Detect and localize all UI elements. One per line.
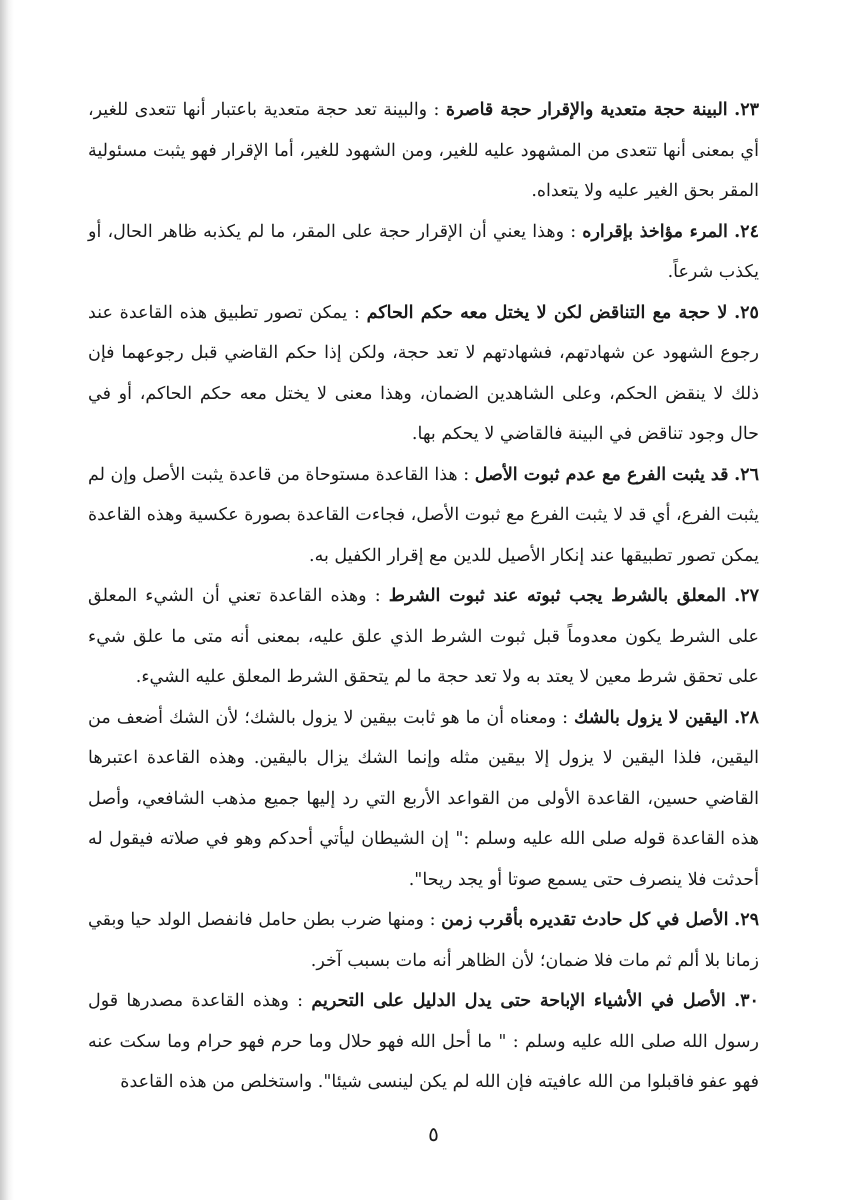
item-heading: اليقين لا يزول بالشك	[573, 707, 729, 728]
list-item	[88, 576, 759, 698]
list-item	[88, 212, 759, 293]
list-item	[88, 293, 759, 455]
item-number: ٢٩.	[734, 910, 759, 930]
item-body: : يمكن تصور تطبيق هذه القاعدة عند رجوع الشهود عن شهادتهم، فشهادتهم لا تعد حجة، ولكن إذا حكم القاضي قبل رجوعهما فإن ذلك لا ينقض الحكم، وعلى الشاهدين الضمان، وهذا معنى لا يختل معه حكم الحاكم، أو في حال وجود تناقض في البينة فالقاضي لا يحكم بها.	[88, 302, 759, 444]
list-item	[88, 698, 759, 901]
list-item	[88, 455, 759, 577]
item-body: : ومعناه أن ما هو ثابت بيقين لا يزول بالشك؛ لأن الشك أضعف من اليقين، فلذا اليقين لا يزول إلا بيقين مثله وإنما الشك يزال باليقين. وهذه القاعدة اعتبرها القاضي حسين، القاعدة الأولى من القواعد الأربع التي رد إليها جميع مذهب الشافعي، وأصل هذه القاعدة قوله صلى الله عليه وسلم :" إن الشيطان ليأتي أحدكم وهو في صلاته فيقول له أحدثت فلا ينصرف حتى يسمع صوتا أو يجد ريحا".	[88, 707, 759, 890]
item-number: ٢٣.	[734, 100, 759, 120]
item-heading: المرء مؤاخذ بإقراره	[582, 221, 728, 242]
item-number: ٢٤.	[734, 221, 759, 242]
item-body: : هذا القاعدة مستوحاة من قاعدة يثبت الأصل وإن لم يثبت الفرع، أي قد لا يثبت الفرع مع ثبوت الأصل، فجاءت القاعدة بصورة عكسية وهذه القاعدة يمكن تصور تطبيقها عند إنكار الأصيل للدين مع إقرار الكفيل به.	[88, 464, 759, 566]
item-heading: الأصل في الأشياء الإباحة حتى يدل الدليل على التحريم	[311, 991, 726, 1011]
item-body: : والبينة تعد حجة متعدية باعتبار أنها تتعدى للغير، أي بمعنى أنها تتعدى من المشهود عليه للغير، ومن الشهود للغير، أما الإقرار فهو يثبت مسئولية المقر بحق الغير عليه ولا يتعداه.	[88, 100, 759, 201]
item-body: : وهذه القاعدة مصدرها قول رسول الله صلى الله عليه وسلم : " ما أحل الله فهو حلال وما حرم فهو حرام وما سكت عنه فهو عفو فاقبلوا من الله عافيته فإن الله لم يكن لينسى شيئا". واستخلص من هذه القاعدة	[88, 991, 759, 1092]
item-number: ٢٧.	[734, 586, 759, 606]
page-number: ٥	[428, 1122, 439, 1146]
item-number: ٢٨.	[734, 707, 759, 728]
item-number: ٢٥.	[734, 302, 759, 323]
page-edge-shadow	[0, 0, 14, 1200]
item-body: : وهذا يعني أن الإقرار حجة على المقر، ما لم يكذبه ظاهر الحال، أو يكذب شرعاً.	[88, 221, 759, 282]
item-heading: الأصل في كل حادث تقديره بأقرب زمن	[441, 910, 729, 930]
item-number: ٣٠.	[734, 991, 759, 1011]
item-heading: قد يثبت الفرع مع عدم ثبوت الأصل	[474, 464, 729, 485]
list-item	[88, 981, 759, 1103]
item-body: : ومنها ضرب بطن حامل فانفصل الولد حيا وبقي زمانا بلا ألم ثم مات فلا ضمان؛ لأن الظاهر أنه مات بسبب آخر.	[88, 910, 759, 971]
page-content	[88, 90, 759, 1103]
list-item	[88, 900, 759, 981]
item-heading: لا حجة مع التناقض لكن لا يختل معه حكم الحاكم	[366, 302, 728, 323]
item-heading: البينة حجة متعدية والإقرار حجة قاصرة	[445, 100, 728, 120]
item-body: : وهذه القاعدة تعني أن الشيء المعلق على الشرط يكون معدوماً قبل ثبوت الشرط الذي علق عليه، بمعنى أنه متى ما علق شيء على تحقق شرط معين لا يعتد به ولا تعد حجة ما لم يتحقق الشرط المعلق عليه الشيء.	[88, 586, 759, 687]
item-heading: المعلق بالشرط يجب ثبوته عند ثبوت الشرط	[388, 586, 726, 606]
item-number: ٢٦.	[734, 464, 759, 485]
list-item	[88, 90, 759, 212]
